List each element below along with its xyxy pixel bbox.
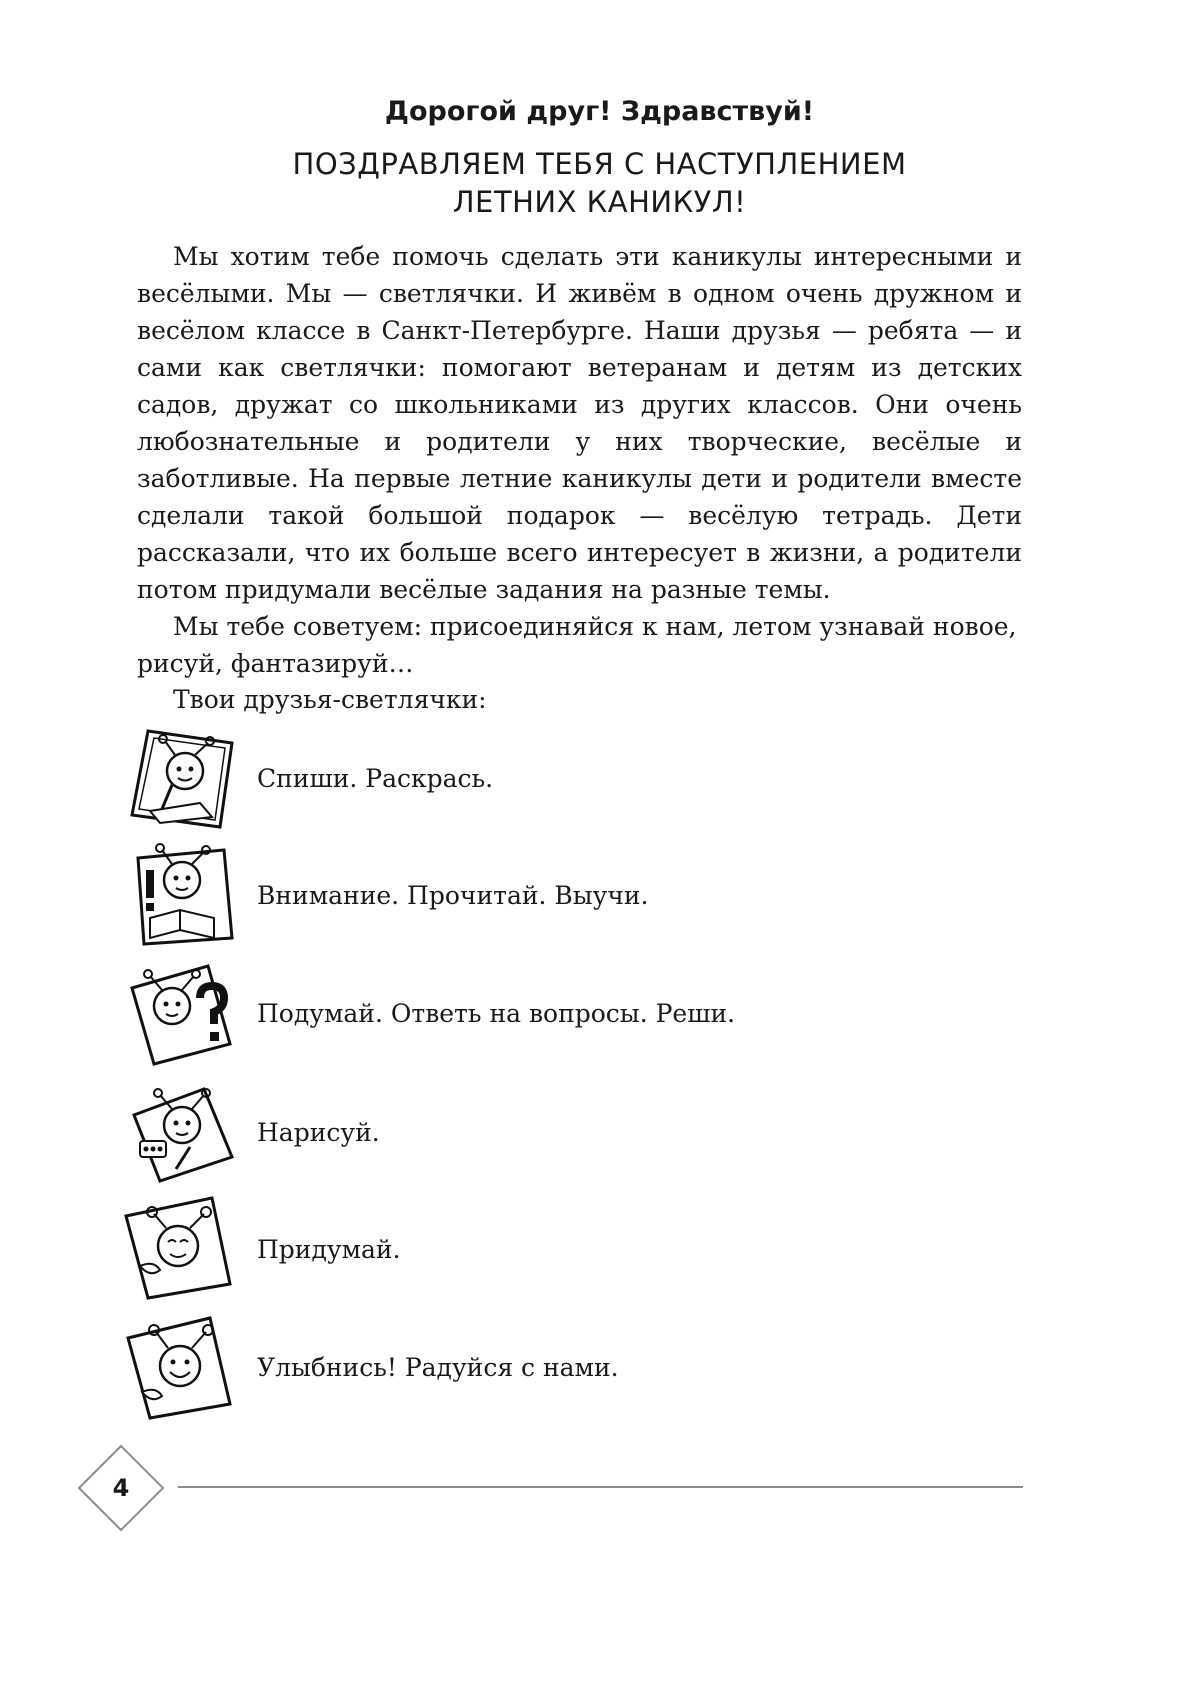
legend-item-attention	[120, 840, 1020, 950]
legend-text-imagine: Придумай.	[257, 1234, 401, 1264]
legend-item-copy	[120, 723, 1020, 833]
firefly-drawing-icon	[120, 1077, 240, 1187]
firefly-writing-icon	[120, 723, 240, 833]
legend-text-copy: Спиши. Раскрась.	[257, 763, 494, 793]
footer-divider	[178, 1486, 1023, 1488]
legend-text-think: Подумай. Ответь на вопросы. Реши.	[257, 998, 736, 1028]
page-number: 4	[112, 1474, 130, 1502]
congratulations-heading	[0, 145, 1199, 221]
legend-item-smile	[120, 1312, 1020, 1422]
legend-text-attention: Внимание. Прочитай. Выучи.	[257, 880, 649, 910]
advice-paragraph: Мы тебе советуем: присоединяйся к нам, летом узнавай новое, рисуй, фантазируй…	[137, 612, 1017, 678]
firefly-reading-icon	[120, 840, 240, 950]
congratulations-line-1: ПОЗДРАВЛЯЕМ ТЕБЯ С НАСТУПЛЕНИЕМ	[292, 147, 907, 181]
firefly-thinking-icon	[120, 958, 240, 1068]
legend-item-draw	[120, 1077, 1020, 1187]
greeting-title: Дорогой друг! Здравствуй!	[384, 96, 815, 127]
legend-text-smile: Улыбнись! Радуйся с нами.	[257, 1352, 619, 1382]
congratulations-line-2: ЛЕТНИХ КАНИКУЛ!	[452, 185, 747, 219]
legend-item-think	[120, 958, 1020, 1068]
legend-text-draw: Нарисуй.	[257, 1117, 380, 1147]
firefly-imagining-icon	[120, 1194, 240, 1304]
intro-paragraph: Мы хотим тебе помочь сделать эти каникулы интересными и весёлыми. Мы — светлячки. И живём в одном очень дружном и весёлом классе в Санкт-Петербурге. Наши друзья — ребята — и сами как светлячки: помогают ветеранам и детям из детских садов, дружат со школьниками из других классов. Они очень любознательные и родители у них творческие, весёлые и заботливые. На первые летние каникулы дети и родители вместе сделали такой большой подарок — весёлую тетрадь. Дети рассказали, что их больше всего интересует в жизни, а родители потом придумали весёлые задания на разные темы.	[137, 242, 1022, 604]
firefly-smiling-icon	[120, 1312, 240, 1422]
signature-line: Твои друзья-светлячки:	[173, 685, 487, 714]
legend-item-imagine	[120, 1194, 1020, 1304]
